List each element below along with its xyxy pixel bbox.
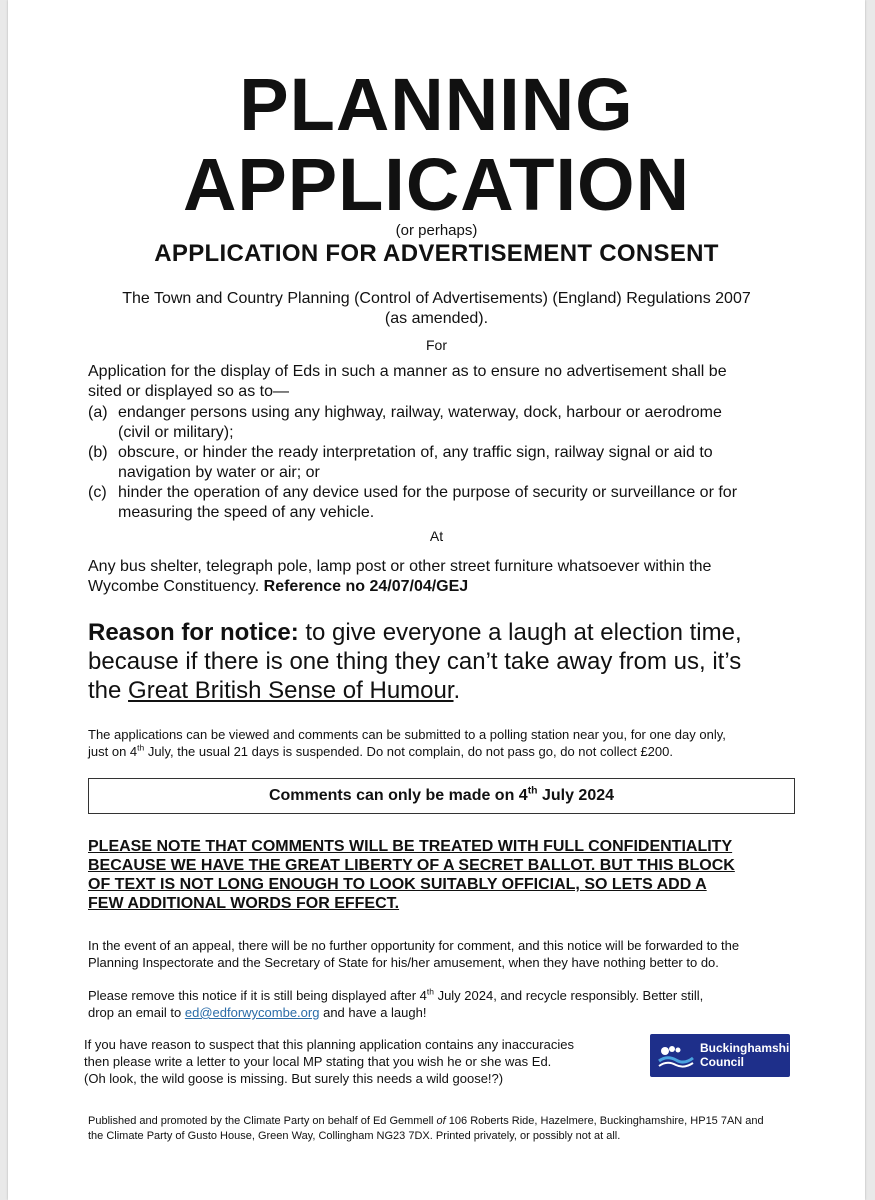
list-item-line: (civil or military); (118, 424, 234, 441)
comments-box-date: July 2024 (541, 787, 615, 804)
suspect-line-2: then please write a letter to your local MP stating that you wish he or she was Ed. (84, 1054, 552, 1069)
regulations-line-2: (as amended). (384, 310, 489, 327)
notice-sheet (8, 0, 865, 1200)
for-label: For (426, 337, 447, 353)
title-line-2: APPLICATION (182, 143, 691, 226)
swan-logo-icon (657, 1041, 695, 1069)
viewing-text (88, 726, 828, 760)
location-line-1: Any bus shelter, telegraph pole, lamp post or other street furniture whatsoever within the (88, 558, 712, 575)
email-link[interactable]: ed@edforwycombe.org (184, 1005, 320, 1020)
humour-underlined-text: Great British Sense of Humour (128, 677, 454, 704)
logo-line-2: Council (700, 1055, 744, 1069)
regulations-line-1: The Town and Country Planning (Control of Advertisements) (England) Regulations 2007 (122, 290, 751, 307)
suspect-line-1: If you have reason to suspect that this planning application contains any inaccuracies (84, 1037, 574, 1052)
footer-line-2: the Climate Party of Gusto House, Green Way, Collingham NG23 7DX. Printed privately, or possibly not at all. (88, 1130, 621, 1142)
please-note-line: FEW ADDITIONAL WORDS FOR EFFECT. (88, 895, 400, 912)
remove-notice-text (88, 987, 848, 1021)
ordinal-suffix: th (527, 785, 538, 797)
reason-line-2: because if there is one thing they can’t take away from us, it’s (88, 648, 742, 675)
reference-number: Reference no 24/07/04/GEJ (263, 578, 469, 595)
list-item-line: hinder the operation of any device used for the purpose of security or surveillance or for (118, 484, 738, 501)
list-item-line: endanger persons using any highway, railway, waterway, dock, harbour or aerodrome (118, 404, 722, 421)
comments-date-box (88, 778, 795, 814)
remove-line-1-b: July 2024, and recycle responsibly. Better still, (437, 988, 704, 1003)
viewing-line-2-a: just on 4 (88, 744, 138, 759)
please-note-block (88, 837, 808, 913)
title-line-1: PLANNING (239, 63, 634, 146)
list-item-line: obscure, or hinder the ready interpretation of, any traffic sign, railway signal or aid to (118, 444, 713, 461)
remove-line-2-a: drop an email to (88, 1005, 182, 1020)
appeal-text (88, 937, 848, 971)
footer-line-1-a: Published and promoted by the Climate Party on behalf of Ed Gemmell (88, 1115, 434, 1127)
at-label: At (429, 528, 444, 544)
remove-line-1-a: Please remove this notice if it is still being displayed after 4 (88, 988, 427, 1003)
viewing-line-2-b: July, the usual 21 days is suspended. Do not complain, do not pass go, do not collect £200. (147, 744, 673, 759)
application-line-1: Application for the display of Eds in such a manner as to ensure no advertisement shall be (88, 363, 727, 380)
please-note-line: OF TEXT IS NOT LONG ENOUGH TO LOOK SUITABLY OFFICIAL, SO LETS ADD A (88, 876, 707, 893)
ordinal-suffix: th (426, 986, 434, 997)
suspect-text (84, 1036, 644, 1087)
reason-line-3-suffix: . (453, 677, 461, 704)
reason-line-1: to give everyone a laugh at election time, (305, 619, 742, 646)
viewing-line-1: The applications can be viewed and comments can be submitted to a polling station near you, for one day only, (88, 727, 726, 742)
reason-line-3-prefix: the (88, 677, 122, 704)
imprint-footer (88, 1114, 828, 1144)
buckinghamshire-council-logo (650, 1034, 801, 1077)
regulations-text (8, 289, 865, 329)
suspect-line-3: (Oh look, the wild goose is missing. But surely this needs a wild goose!?) (84, 1071, 504, 1086)
appeal-line-1: In the event of an appeal, there will be no further opportunity for comment, and this notice will be forwarded to the (88, 938, 740, 953)
list-item-line: navigation by water or air; or (118, 464, 320, 481)
list-marker: (a) (88, 404, 108, 421)
application-line-2: sited or displayed so as to— (88, 383, 289, 400)
appeal-line-2: Planning Inspectorate and the Secretary of State for his/her amusement, when they have nothing better to do. (88, 955, 719, 970)
remove-line-2-b: and have a laugh! (323, 1005, 427, 1020)
footer-line-1-b: 106 Roberts Ride, Hazelmere, Buckinghamshire, HP15 7AN and (448, 1115, 764, 1127)
please-note-line: BECAUSE WE HAVE THE GREAT LIBERTY OF A SECRET BALLOT. BUT THIS BLOCK (88, 857, 735, 874)
location-text (88, 557, 828, 597)
list-marker: (c) (88, 484, 107, 501)
reason-lead: Reason for notice: (88, 619, 299, 646)
comments-box-text: Comments can only be made on 4 (268, 787, 528, 804)
footer-of: of (436, 1115, 446, 1127)
reason-for-notice (88, 618, 818, 705)
application-intro (88, 362, 828, 402)
location-line-2: Wycombe Constituency. (88, 578, 260, 595)
list-marker: (b) (88, 444, 108, 461)
subtitle: APPLICATION FOR ADVERTISEMENT CONSENT (154, 240, 719, 267)
or-perhaps-text: (or perhaps) (395, 222, 478, 239)
list-item-line: measuring the speed of any vehicle. (118, 504, 375, 521)
logo-line-1: Buckinghamshire (700, 1041, 801, 1055)
ordinal-suffix: th (137, 742, 145, 753)
please-note-line: PLEASE NOTE THAT COMMENTS WILL BE TREATED WITH FULL CONFIDENTIALITY (88, 838, 733, 855)
